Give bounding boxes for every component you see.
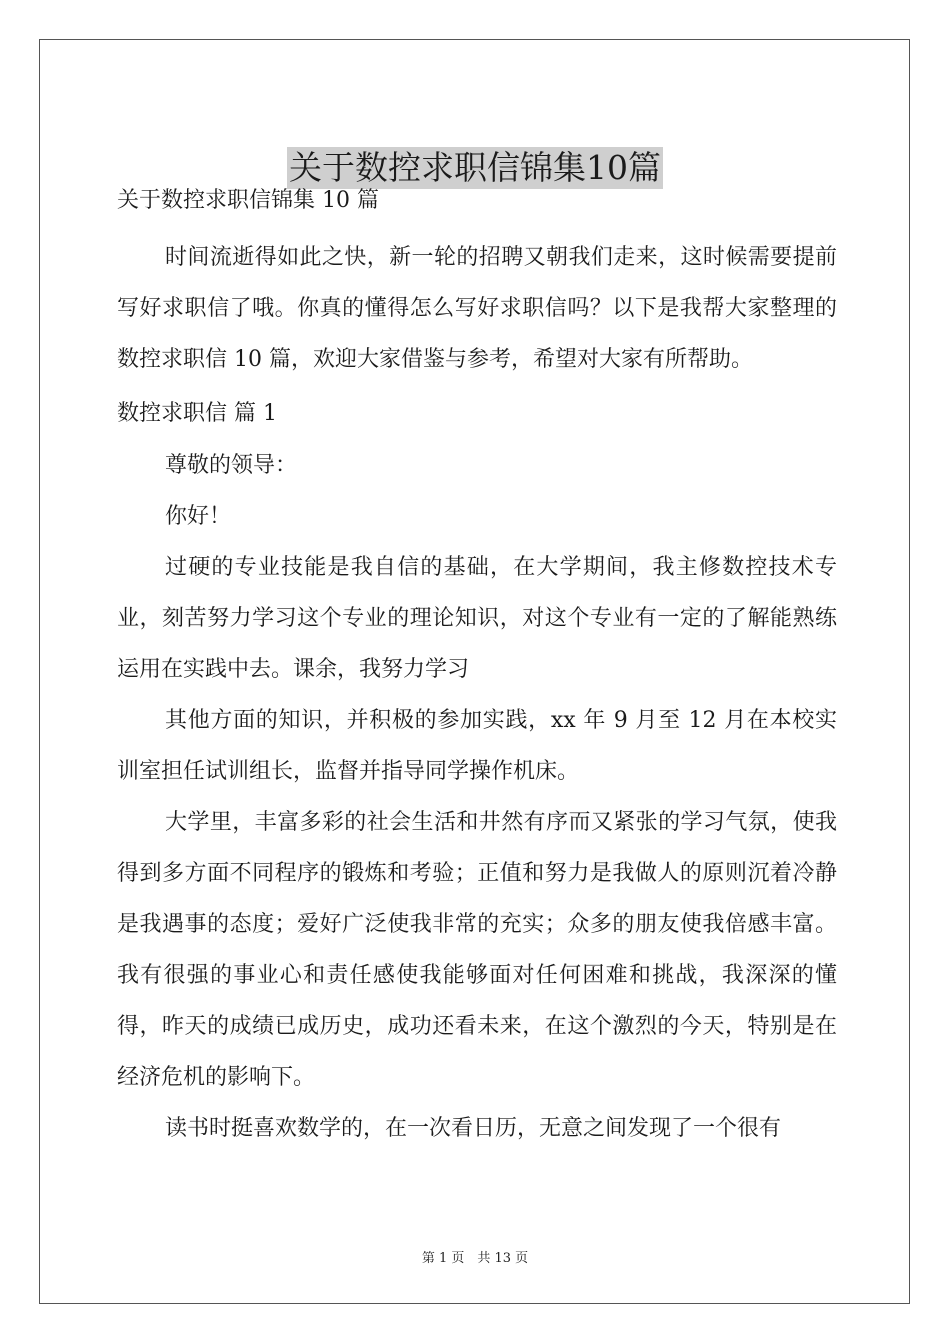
body-paragraph: 其他方面的知识，并积极的参加实践，xx 年 9 月至 12 月在本校实训室担任试训组长，监督并指导同学操作机床。: [117, 708, 837, 784]
document-title: 关于数控求职信锦集10篇: [289, 148, 661, 188]
body-paragraph: 过硬的专业技能是我自信的基础，在大学期间，我主修数控技术专业，刻苦努力学习这个专业的理论知识，对这个专业有一定的了解能熟练运用在实践中去。课余，我努力学习: [117, 555, 837, 682]
document-subtitle: 关于数控求职信锦集 10 篇: [117, 188, 379, 213]
page-footer: 第 1 页 共 13 页: [421, 1251, 529, 1266]
body-paragraph: 读书时挺喜欢数学的，在一次看日历，无意之间发现了一个很有: [165, 1116, 782, 1141]
document-body: [117, 176, 837, 1154]
salutation: 尊敬的领导：: [165, 453, 298, 478]
intro-paragraph: 时间流逝得如此之快，新一轮的招聘又朝我们走来，这时候需要提前写好求职信了哦。你真的懂得怎么写好求职信吗？以下是我帮大家整理的数控求职信 10 篇，欢迎大家借鉴与参考，希望对大家有所帮助。: [117, 245, 837, 372]
section-heading: 数控求职信 篇 1: [117, 401, 277, 426]
body-paragraph: 大学里，丰富多彩的社会生活和井然有序而又紧张的学习气氛，使我得到多方面不同程序的锻炼和考验；正值和努力是我做人的原则沉着冷静是我遇事的态度；爱好广泛使我非常的充实；众多的朋友使我倍感丰富。我有很强的事业心和责任感使我能够面对任何困难和挑战，我深深的懂得，昨天的成绩已成历史，成功还看未来，在这个激烈的今天，特别是在经济危机的影响下。: [117, 810, 837, 1090]
greeting: 你好！: [165, 504, 232, 529]
